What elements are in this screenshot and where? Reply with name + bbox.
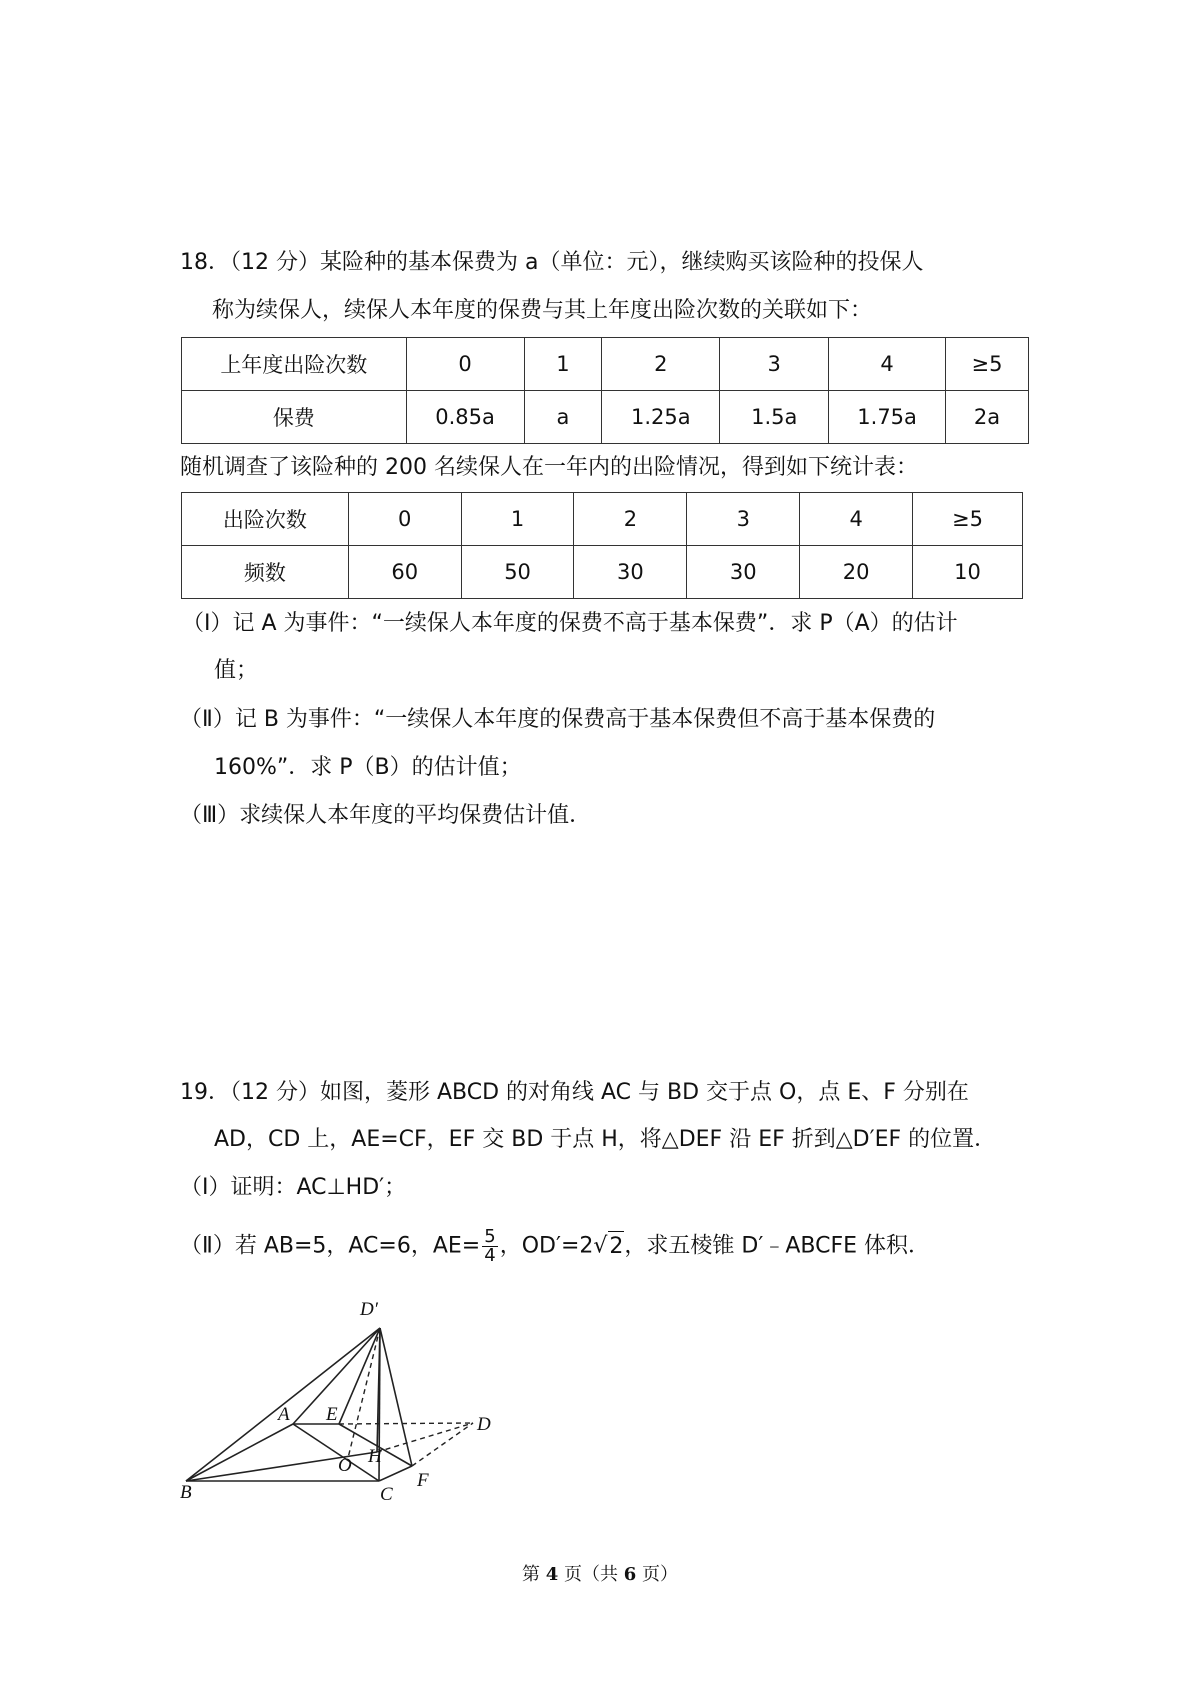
edge-FDprime (380, 1328, 412, 1466)
table-cell: 1 (524, 338, 602, 391)
table-cell: 出险次数 (182, 493, 349, 546)
table-cell: 0.85a (406, 391, 524, 444)
pyramid-figure (180, 1280, 520, 1500)
footer-page-number: 4 (545, 1564, 559, 1585)
q18-line-3: 随机调查了该险种的 200 名续保人在一年内的出险情况，得到如下统计表： (180, 455, 918, 480)
table-cell: 4 (800, 493, 913, 546)
table-row (182, 338, 1029, 391)
table-cell: 0 (406, 338, 524, 391)
footer-prefix: 第 (522, 1564, 540, 1585)
q18-part3: （Ⅲ）求续保人本年度的平均保费估计值． (180, 803, 592, 828)
label-H: H (368, 1446, 382, 1467)
q19-part2 (180, 1228, 930, 1265)
footer-suffix: 页） (642, 1564, 678, 1585)
dashed-FD (412, 1423, 473, 1466)
table-cell: 2 (574, 493, 687, 546)
footer-total-pages: 6 (623, 1564, 637, 1585)
q19-line-2: AD，CD 上，AE=CF，EF 交 BD 于点 H，将△DEF 沿 EF 折到△D′EF 的位置． (214, 1127, 997, 1152)
premium-table (181, 337, 1029, 444)
table-cell: 50 (461, 546, 574, 599)
label-E: E (326, 1404, 338, 1425)
table-cell: 30 (574, 546, 687, 599)
table-cell: 保费 (182, 391, 407, 444)
table-cell: 4 (829, 338, 946, 391)
table-cell: 30 (687, 546, 800, 599)
q18-line-2: 称为续保人，续保人本年度的保费与其上年度出险次数的关联如下： (212, 298, 873, 323)
q19-part2-mid: ，OD′=2 (499, 1233, 594, 1259)
dashed-HD (377, 1423, 473, 1452)
page-footer (0, 1560, 1200, 1586)
edge-CF (379, 1466, 412, 1481)
fraction-denominator: 4 (484, 1245, 496, 1266)
q18-part2-line-2: 160%”．求 P（B）的估计值； (214, 755, 522, 780)
q19-part2-prefix: （Ⅱ）若 AB=5，AC=6，AE= (180, 1233, 481, 1259)
q19-line-1: 19．（12 分）如图，菱形 ABCD 的对角线 AC 与 BD 交于点 O，点 E、F 分别在 (180, 1080, 969, 1105)
table-cell: 10 (913, 546, 1023, 599)
label-C: C (380, 1484, 393, 1500)
dashed-ED (339, 1423, 473, 1424)
label-A: A (278, 1404, 290, 1425)
q18-part1-line-1: （Ⅰ）记 A 为事件：“一续保人本年度的保费不高于基本保费”．求 P（A）的估计 (182, 611, 958, 636)
label-O: O (338, 1455, 352, 1476)
q18-line-1: 18．（12 分）某险种的基本保费为 a（单位：元），继续购买该险种的投保人 (180, 250, 924, 275)
fraction-numerator: 5 (484, 1226, 496, 1247)
table-cell: 1 (461, 493, 574, 546)
table-cell: 1.25a (602, 391, 720, 444)
table-cell: a (524, 391, 602, 444)
table-cell: 3 (687, 493, 800, 546)
edge-AC (293, 1424, 379, 1481)
table-cell: 2 (602, 338, 720, 391)
label-Dprime: D′ (360, 1299, 378, 1320)
table-cell: ≥5 (946, 338, 1029, 391)
table-row (182, 546, 1023, 599)
table-cell: 60 (348, 546, 461, 599)
fraction (482, 1228, 497, 1265)
frequency-table (181, 492, 1023, 599)
q19-part1: （Ⅰ）证明：AC⊥HD′； (180, 1175, 407, 1200)
q18-part1-line-2: 值； (214, 658, 259, 683)
label-B: B (180, 1482, 192, 1500)
label-F: F (417, 1470, 429, 1491)
table-cell: 1.75a (829, 391, 946, 444)
table-cell: 2a (946, 391, 1029, 444)
table-cell: 0 (348, 493, 461, 546)
footer-mid: 页（共 (564, 1564, 618, 1585)
label-D: D (477, 1414, 491, 1435)
q18-part2-line-1: （Ⅱ）记 B 为事件：“一续保人本年度的保费高于基本保费但不高于基本保费的 (180, 707, 936, 732)
table-cell: 20 (800, 546, 913, 599)
table-cell: 上年度出险次数 (182, 338, 407, 391)
table-cell: 1.5a (720, 391, 829, 444)
sqrt-symbol: √ (593, 1233, 608, 1259)
q19-part2-suffix: ，求五棱锥 D′﹣ABCFE 体积． (624, 1233, 931, 1259)
table-cell: ≥5 (913, 493, 1023, 546)
table-row (182, 391, 1029, 444)
sqrt-radicand: 2 (608, 1231, 624, 1262)
table-cell: 频数 (182, 546, 349, 599)
table-row (182, 493, 1023, 546)
table-cell: 3 (720, 338, 829, 391)
